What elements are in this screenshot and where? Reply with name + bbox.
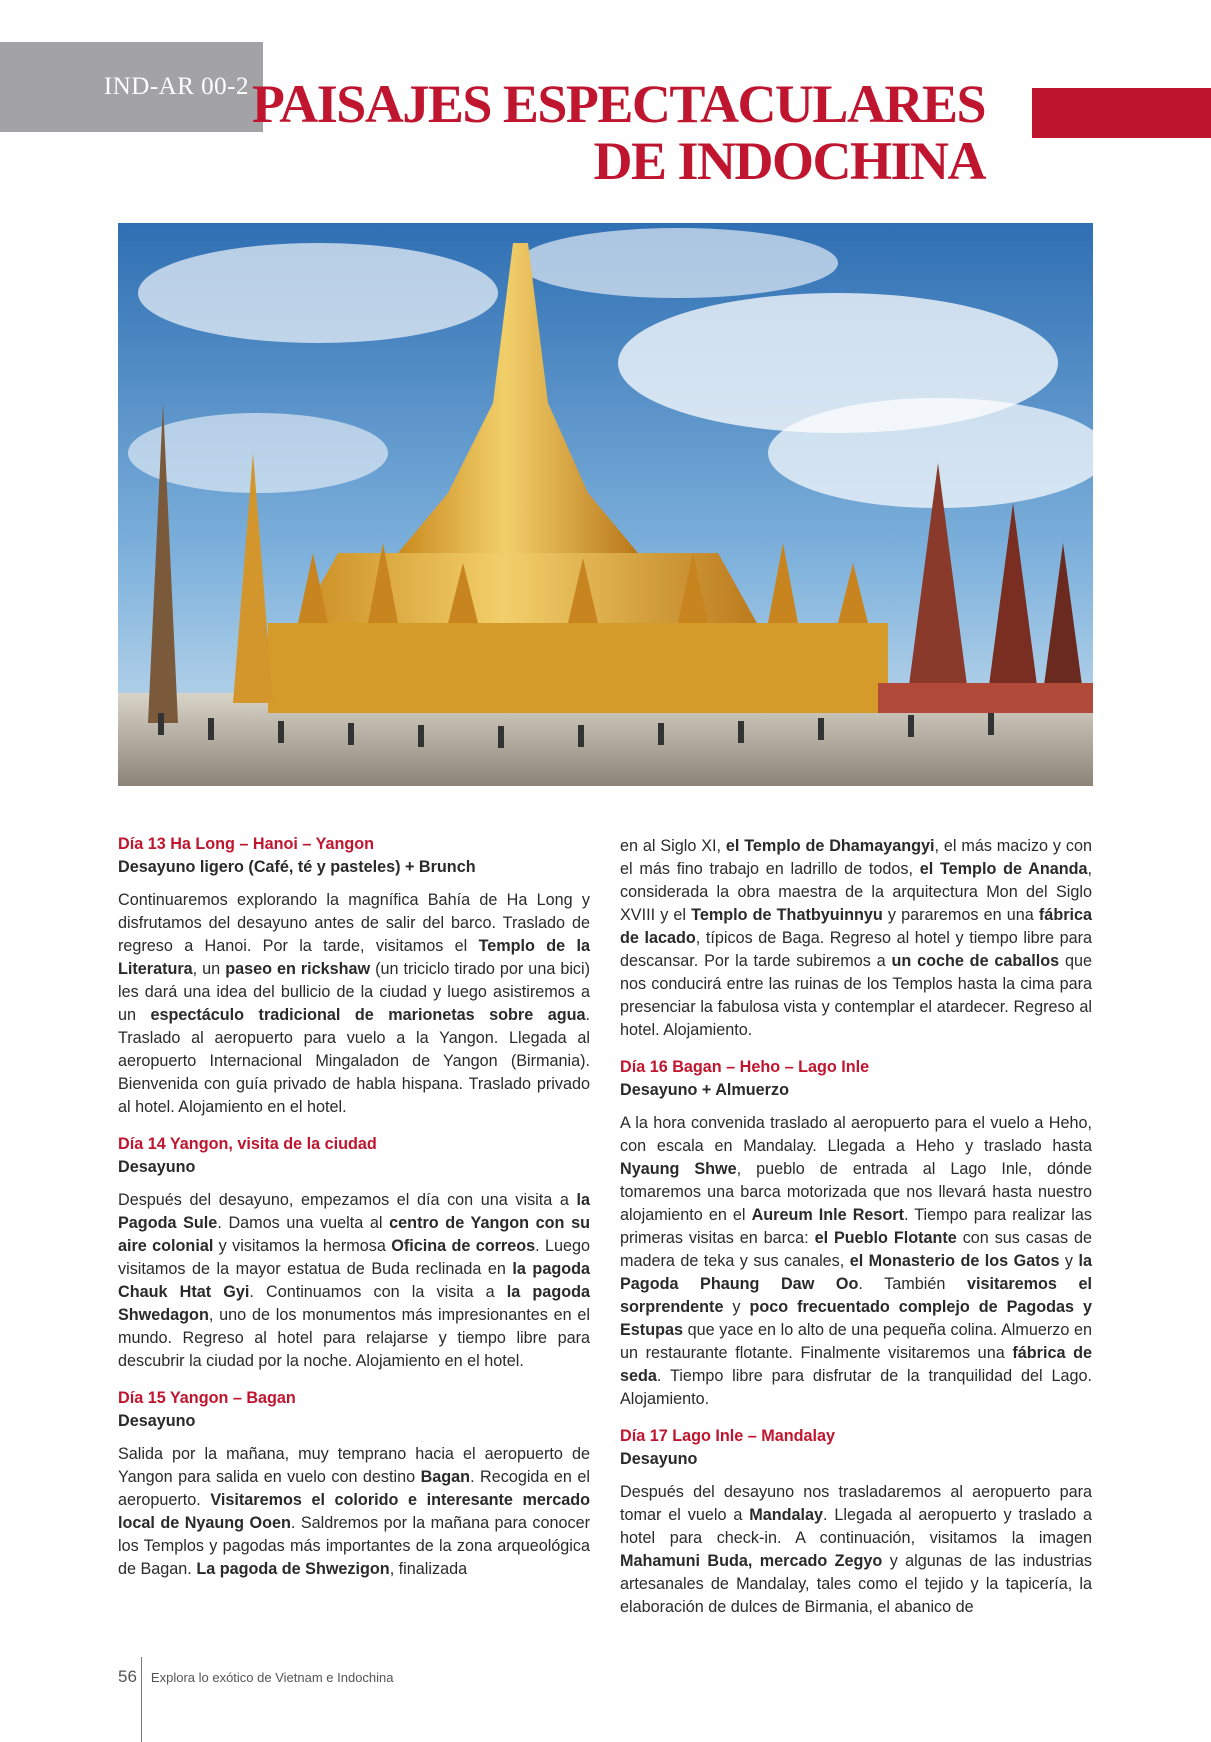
body-text: . Llegada al aeropuerto y traslado a hotel para check-in. A continuación, visitamos la imagen xyxy=(620,1506,1092,1547)
body-text: y xyxy=(723,1298,750,1316)
highlight-text: Bagan xyxy=(420,1468,471,1486)
day-description xyxy=(620,835,1092,1042)
body-text: en al Siglo XI, xyxy=(620,837,726,855)
footer-text: Explora lo exótico de Vietnam e Indochina xyxy=(150,1669,394,1685)
pagoda-photo xyxy=(118,223,1093,786)
itinerary-day xyxy=(620,1056,1092,1411)
accent-bar xyxy=(1032,88,1211,138)
right-column xyxy=(620,835,1092,1633)
day-meals: Desayuno xyxy=(118,1158,196,1176)
day-meals: Desayuno ligero (Café, té y pasteles) + Brunch xyxy=(118,858,476,876)
body-text: . Saldremos por la mañana para conocer los Templos y pagodas más importantes de la zona arqueológica de Bagan. xyxy=(118,1514,590,1578)
body-text: Después del desayuno, empezamos el día con una visita a xyxy=(118,1191,577,1209)
body-text: . Tiempo libre para disfrutar de la tranquilidad del Lago. Alojamiento. xyxy=(620,1367,1092,1408)
body-text: con sus casas de madera de teka y sus canales, xyxy=(620,1229,1092,1270)
itinerary-day xyxy=(118,1133,590,1373)
body-text: (un triciclo tirado por una bici) les dará una idea del bullicio de la ciudad y luego asistiremos a un xyxy=(118,960,590,1024)
body-text: A la hora convenida traslado al aeropuerto para el vuelo a Heho, con escala en Mandalay. Llegada a Heho y traslado hasta xyxy=(620,1114,1092,1155)
body-text: . Traslado al aeropuerto para vuelo a la Yangon. Llegada al aeropuerto Internacional Mingaladon de Yangon (Birmania). Bienvenida con guía privado de habla hispana. Traslado privado al hotel. Alojamiento en el hotel. xyxy=(118,1006,590,1116)
page-title-line-1: PAISAJES ESPECTACULARES xyxy=(251,74,985,134)
day-description xyxy=(118,889,590,1119)
itinerary-day xyxy=(118,833,590,1119)
body-text: , pueblo de entrada al Lago Inle, dónde tomaremos una barca motorizada que nos llevará hasta nuestro alojamiento en el xyxy=(620,1160,1092,1224)
body-text: . Luego visitamos de la mayor estatua de Buda reclinada en xyxy=(118,1237,591,1278)
day-description xyxy=(118,1443,590,1581)
day-title: Día 16 Bagan – Heho – Lago Inle xyxy=(620,1058,870,1076)
body-text: , considerada la obra maestra de la arquitectura Mon del Siglo XVIII y el xyxy=(620,860,1092,924)
day-title: Día 14 Yangon, visita de la ciudad xyxy=(118,1135,377,1153)
body-text: . También xyxy=(858,1275,967,1293)
body-text: que yace en lo alto de una pequeña colina. Almuerzo en un restaurante flotante. Finalmente visitaremos una xyxy=(620,1321,1092,1362)
page-title-line-2: DE INDOCHINA xyxy=(593,131,985,191)
highlight-text: el Templo de Dhamayangyi xyxy=(725,837,935,855)
highlight-text: la Pagoda Sule xyxy=(118,1191,590,1232)
day-description xyxy=(620,1481,1092,1619)
highlight-text: Aureum Inle Resort xyxy=(751,1206,904,1224)
highlight-text: el Pueblo Flotante xyxy=(814,1229,957,1247)
body-text: y pararemos en una xyxy=(882,906,1039,924)
highlight-text: Mahamuni Buda, mercado Zegyo xyxy=(620,1552,883,1570)
body-text: , el más macizo y con el más fino trabajo en ladrillo de todos, xyxy=(620,837,1092,878)
highlight-text: poco frecuentado complejo de Pagodas y Estupas xyxy=(620,1298,1092,1339)
highlight-text: la pagoda Chauk Htat Gyi xyxy=(118,1260,590,1301)
highlight-text: el Monasterio de los Gatos xyxy=(849,1252,1060,1270)
highlight-text: centro de Yangon con su aire colonial xyxy=(118,1214,590,1255)
day-description xyxy=(118,1189,590,1373)
body-text: , un xyxy=(192,960,226,978)
body-text: . Damos una vuelta al xyxy=(217,1214,390,1232)
day-description xyxy=(620,1112,1092,1411)
highlight-text: la Pagoda Phaung Daw Oo xyxy=(620,1252,1092,1293)
highlight-text: un coche de caballos xyxy=(891,952,1060,970)
day-meals: Desayuno xyxy=(620,1450,698,1468)
highlight-text: la pagoda Shwedagon xyxy=(118,1283,590,1324)
tour-code-box xyxy=(0,42,263,132)
day-title: Día 13 Ha Long – Hanoi – Yangon xyxy=(118,835,375,853)
body-text: y algunas de las industrias artesanales de Mandalay, tales como el tejido y la tapicería, la elaboración de dulces de Birmania, el abanico de xyxy=(620,1552,1092,1616)
page-title xyxy=(252,76,985,190)
day-title: Día 15 Yangon – Bagan xyxy=(118,1389,296,1407)
highlight-text: fábrica de lacado xyxy=(620,906,1093,947)
highlight-text: Visitaremos el colorido e interesante mercado local de Nyaung Ooen xyxy=(118,1491,590,1532)
body-text: . Recogida en el aeropuerto. xyxy=(118,1468,590,1509)
body-text: Salida por la mañana, muy temprano hacia el aeropuerto de Yangon para salida en vuelo con destino xyxy=(118,1445,590,1486)
body-text: , finalizada xyxy=(389,1560,468,1578)
day-meals: Desayuno + Almuerzo xyxy=(620,1081,789,1099)
itinerary-day xyxy=(620,835,1092,1042)
footer xyxy=(118,1667,394,1687)
body-text: , típicos de Baga. Regreso al hotel y tiempo libre para descansar. Por la tarde subiremos a xyxy=(620,929,1092,970)
highlight-text: el Templo de Ananda xyxy=(919,860,1088,878)
highlight-text: Templo de Thatbyuinnyu xyxy=(691,906,883,924)
highlight-text: fábrica de seda xyxy=(620,1344,1092,1385)
highlight-text: La pagoda de Shwezigon xyxy=(196,1560,390,1578)
highlight-text: Mandalay xyxy=(749,1506,823,1524)
highlight-text: espectáculo tradicional de marionetas sobre agua xyxy=(150,1006,586,1024)
left-column xyxy=(118,833,590,1595)
body-text: Continuaremos explorando la magnífica Bahía de Ha Long y disfrutamos del desayuno antes de salir del barco. Traslado de regreso a Hanoi. Por la tarde, visitamos el xyxy=(118,891,590,955)
body-text: Después del desayuno nos trasladaremos al aeropuerto para tomar el vuelo a xyxy=(620,1483,1092,1524)
day-meals: Desayuno xyxy=(118,1412,196,1430)
page-number: 56 xyxy=(118,1667,137,1686)
tour-code: IND-AR 00-2 xyxy=(103,73,249,100)
body-text: . Tiempo para realizar las primeras visitas en barca: xyxy=(620,1206,1092,1247)
itinerary-day xyxy=(620,1425,1092,1619)
highlight-text: Oficina de correos xyxy=(391,1237,536,1255)
shwedagon-pagoda-illustration xyxy=(118,223,1093,786)
body-text: que nos conducirá entre las ruinas de los Templos hasta la cima para presenciar la fabulosa vista y contemplar el atardecer. Regreso al hotel. Alojamiento. xyxy=(620,952,1092,1039)
highlight-text: Nyaung Shwe xyxy=(620,1160,737,1178)
highlight-text: paseo en rickshaw xyxy=(225,960,371,978)
highlight-text: visitaremos el sorprendente xyxy=(620,1275,1093,1316)
itinerary-day xyxy=(118,1387,590,1581)
highlight-text: Templo de la Literatura xyxy=(118,937,590,978)
body-text: , uno de los monumentos más impresionantes en el mundo. Regreso al hotel para relajarse y tiempo libre para descubrir la ciudad por la noche. Alojamiento en el hotel. xyxy=(118,1306,590,1370)
body-text: y visitamos la hermosa xyxy=(213,1237,392,1255)
body-text: . Continuamos con la visita a xyxy=(249,1283,507,1301)
day-title: Día 17 Lago Inle – Mandalay xyxy=(620,1427,836,1445)
body-text: y xyxy=(1059,1252,1079,1270)
